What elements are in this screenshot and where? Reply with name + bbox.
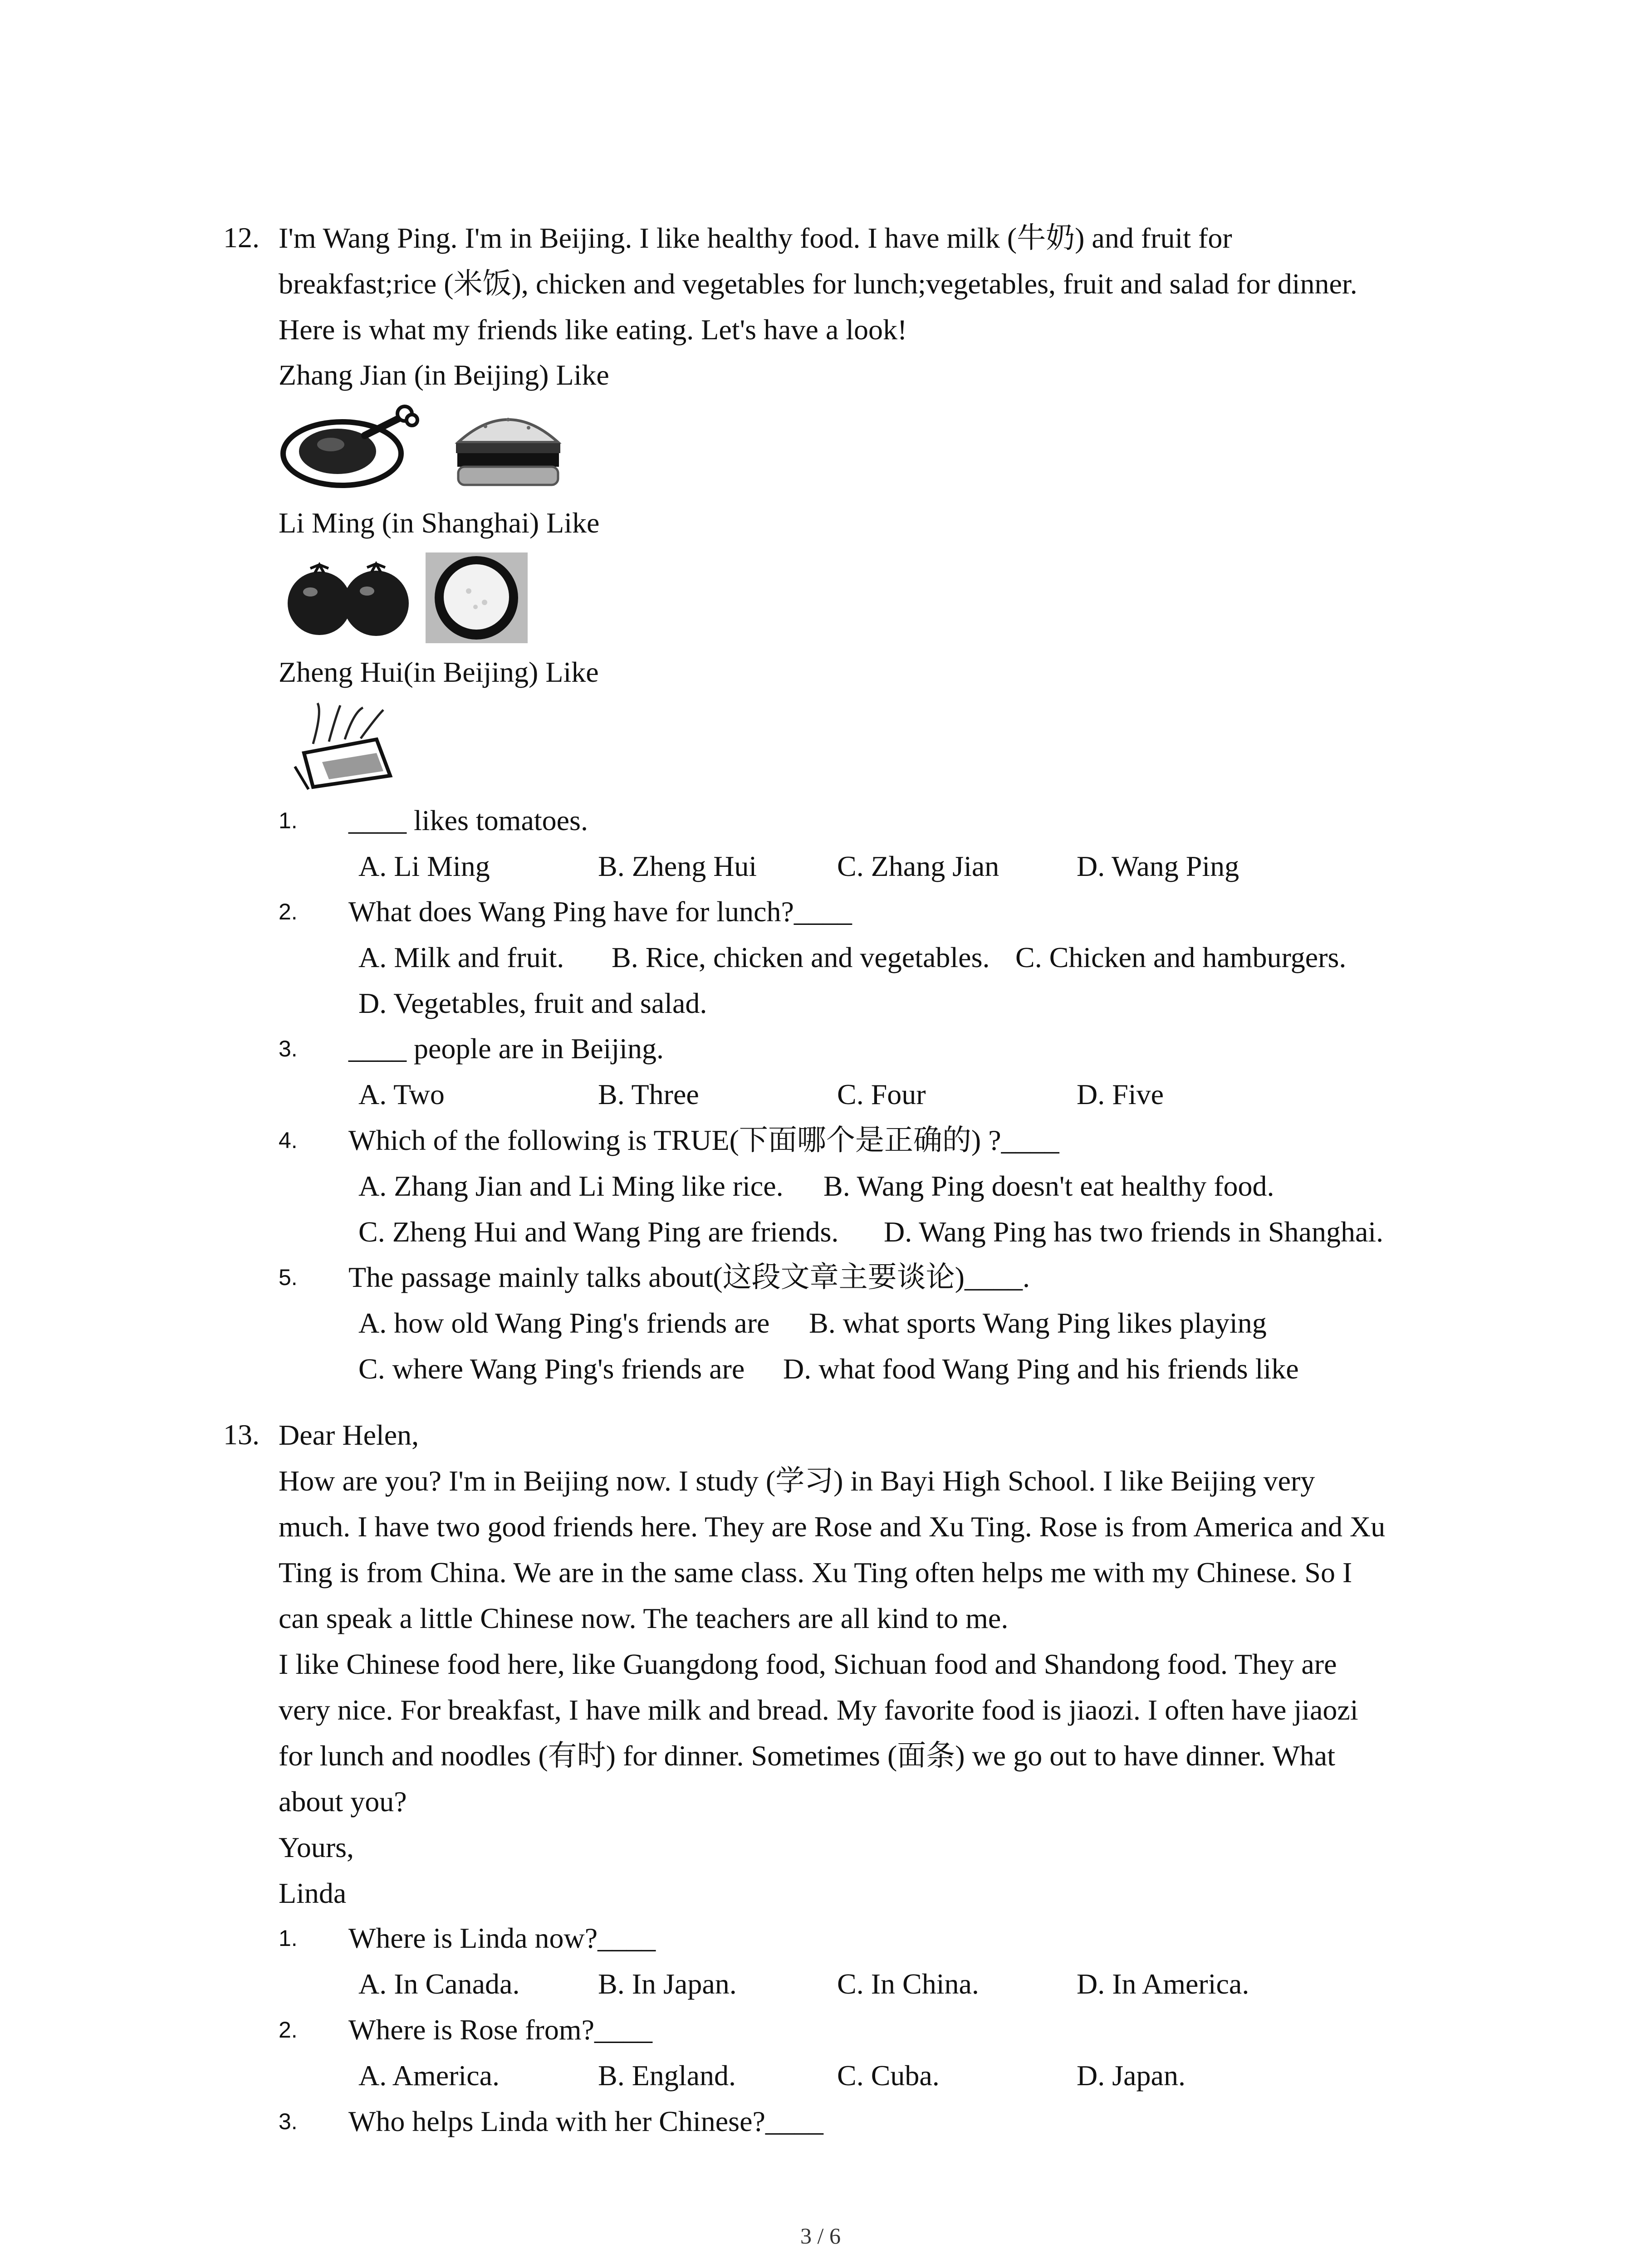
sub-question-number: 1. bbox=[279, 808, 298, 833]
answer-option[interactable]: D. Wang Ping bbox=[1077, 850, 1239, 882]
passage-line: Here is what my friends like eating. Let's have a look! bbox=[279, 313, 907, 346]
letter-line: Dear Helen, bbox=[279, 1419, 419, 1451]
chicken-leg-icon bbox=[279, 399, 419, 494]
sub-question-number: 3. bbox=[279, 1036, 298, 1061]
answer-option[interactable]: C. In China. bbox=[837, 1968, 979, 2000]
friend-label: Zhang Jian (in Beijing) Like bbox=[279, 359, 609, 391]
question-stem: Where is Linda now?____ bbox=[348, 1922, 656, 1954]
answer-option[interactable]: B. Three bbox=[598, 1078, 699, 1110]
noodles-icon bbox=[286, 699, 399, 794]
answer-option[interactable]: A. Two bbox=[358, 1078, 445, 1110]
answer-option[interactable]: C. Chicken and hamburgers. bbox=[1015, 941, 1347, 973]
question-stem: Which of the following is TRUE(下面哪个是正确的) ?____ bbox=[348, 1124, 1059, 1156]
letter-line: can speak a little Chinese now. The teachers are all kind to me. bbox=[279, 1602, 1009, 1634]
sub-question-number: 3. bbox=[279, 2109, 298, 2134]
answer-option[interactable]: B. Rice, chicken and vegetables. bbox=[612, 941, 990, 973]
answer-option[interactable]: B. Zheng Hui bbox=[598, 850, 757, 882]
answer-option[interactable]: D. Vegetables, fruit and salad. bbox=[358, 987, 707, 1019]
passage-line: breakfast;rice (米饭), chicken and vegetables for lunch;vegetables, fruit and salad for dinner. bbox=[279, 268, 1357, 300]
question-stem: What does Wang Ping have for lunch?____ bbox=[348, 895, 852, 928]
sub-question-number: 1. bbox=[279, 1926, 298, 1951]
sub-question-number: 2. bbox=[279, 2017, 298, 2043]
answer-option[interactable]: D. what food Wang Ping and his friends like bbox=[783, 1353, 1299, 1385]
question-stem: ____ people are in Beijing. bbox=[348, 1032, 664, 1065]
answer-option[interactable]: C. Four bbox=[837, 1078, 926, 1110]
answer-option[interactable]: C. Zhang Jian bbox=[837, 850, 999, 882]
question-13-letter bbox=[279, 1412, 1458, 1916]
answer-option[interactable]: A. Li Ming bbox=[358, 850, 490, 882]
answer-option[interactable]: D. In America. bbox=[1077, 1968, 1249, 2000]
answer-option[interactable]: A. Zhang Jian and Li Ming like rice. bbox=[358, 1170, 784, 1202]
letter-line: How are you? I'm in Beijing now. I study (学习) in Bayi High School. I like Beijing very bbox=[279, 1465, 1315, 1497]
answer-option[interactable]: A. Milk and fruit. bbox=[358, 941, 564, 973]
answer-option[interactable]: D. Five bbox=[1077, 1078, 1164, 1110]
friend-label: Zheng Hui(in Beijing) Like bbox=[279, 656, 599, 688]
answer-option[interactable]: A. In Canada. bbox=[358, 1968, 520, 2000]
answer-option[interactable]: A. how old Wang Ping's friends are bbox=[358, 1307, 770, 1339]
sub-question-number: 4. bbox=[279, 1128, 298, 1153]
question-12-passage bbox=[279, 215, 1458, 352]
question-number: 12. bbox=[223, 221, 260, 254]
tomatoes-icon bbox=[283, 551, 415, 642]
question-stem: The passage mainly talks about(这段文章主要谈论)____. bbox=[348, 1261, 1030, 1293]
answer-option[interactable]: D. Wang Ping has two friends in Shanghai. bbox=[884, 1216, 1384, 1248]
letter-line: much. I have two good friends here. They are Rose and Xu Ting. Rose is from America and Xu bbox=[279, 1510, 1386, 1543]
passage-line: I'm Wang Ping. I'm in Beijing. I like healthy food. I have milk (牛奶) and fruit for bbox=[279, 222, 1232, 254]
answer-option[interactable]: D. Japan. bbox=[1077, 2059, 1185, 2092]
answer-option[interactable]: C. Zheng Hui and Wang Ping are friends. bbox=[358, 1216, 839, 1248]
letter-line: about you? bbox=[279, 1785, 407, 1818]
answer-option[interactable]: C. Cuba. bbox=[837, 2059, 940, 2092]
letter-line: very nice. For breakfast, I have milk and bread. My favorite food is jiaozi. I often have jiaozi bbox=[279, 1694, 1358, 1726]
answer-option[interactable]: B. England. bbox=[598, 2059, 736, 2092]
question-stem: ____ likes tomatoes. bbox=[348, 804, 588, 836]
sub-question-number: 5. bbox=[279, 1265, 298, 1290]
rice-bowl-icon bbox=[426, 552, 528, 643]
letter-line: Ting is from China. We are in the same class. Xu Ting often helps me with my Chinese. So I bbox=[279, 1556, 1352, 1589]
answer-option[interactable]: B. Wang Ping doesn't eat healthy food. bbox=[823, 1170, 1274, 1202]
answer-option[interactable]: A. America. bbox=[358, 2059, 500, 2092]
letter-line: Linda bbox=[279, 1877, 347, 1909]
sub-question-number: 2. bbox=[279, 899, 298, 924]
question-stem: Who helps Linda with her Chinese?____ bbox=[348, 2105, 823, 2137]
friend-label: Li Ming (in Shanghai) Like bbox=[279, 507, 600, 539]
hamburger-icon bbox=[449, 401, 567, 492]
letter-line: Yours, bbox=[279, 1831, 354, 1863]
answer-option[interactable]: C. where Wang Ping's friends are bbox=[358, 1353, 745, 1385]
question-number: 13. bbox=[223, 1418, 260, 1451]
letter-line: for lunch and noodles (有时) for dinner. Sometimes (面条) we go out to have dinner. What bbox=[279, 1740, 1335, 1772]
answer-option[interactable]: B. In Japan. bbox=[598, 1968, 737, 2000]
page-number: 3 / 6 bbox=[800, 2223, 841, 2248]
letter-line: I like Chinese food here, like Guangdong food, Sichuan food and Shandong food. They are bbox=[279, 1648, 1337, 1680]
question-stem: Where is Rose from?____ bbox=[348, 2014, 653, 2046]
answer-option[interactable]: B. what sports Wang Ping likes playing bbox=[809, 1307, 1267, 1339]
